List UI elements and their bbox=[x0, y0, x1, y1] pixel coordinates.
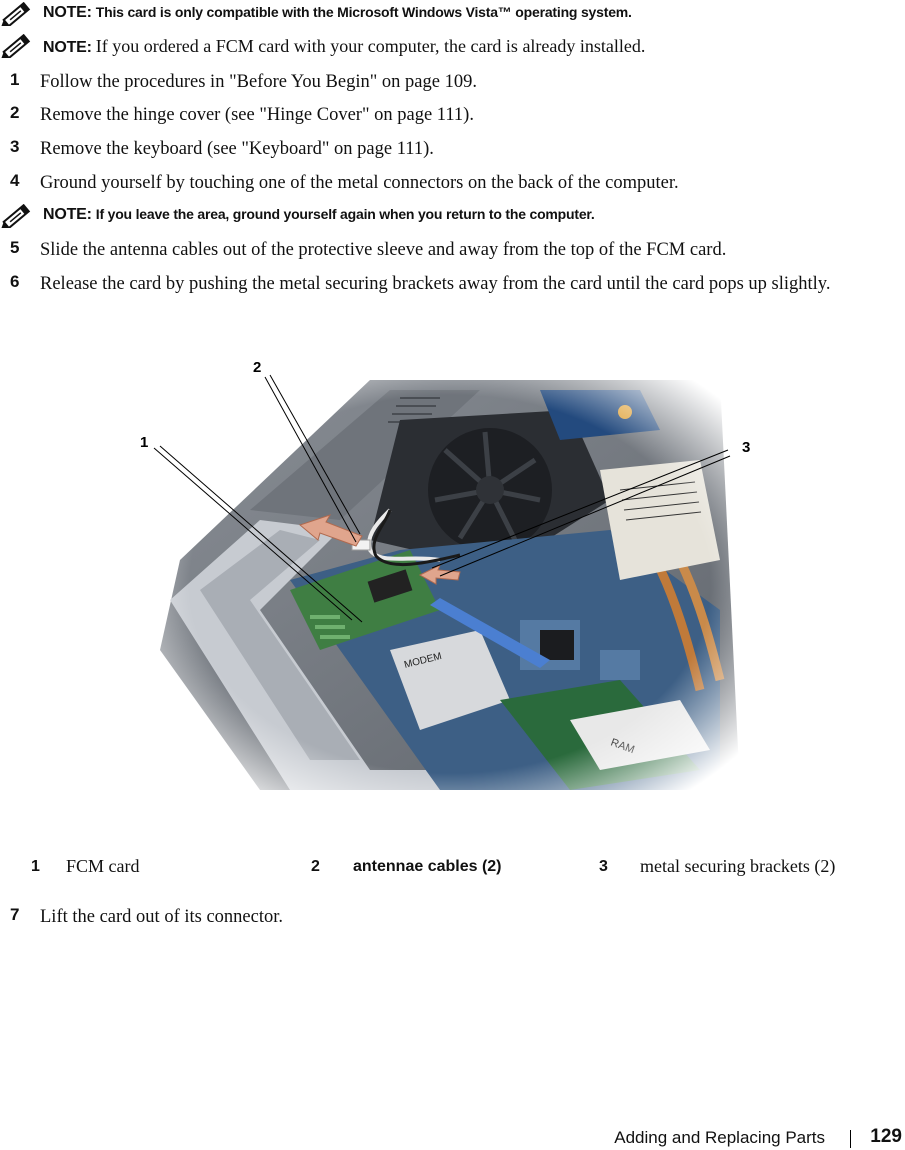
step-text: Remove the hinge cover (see "Hinge Cover" on page 111). bbox=[40, 105, 474, 125]
note-text: If you leave the area, ground yourself again when you return to the computer. bbox=[95, 206, 595, 222]
step-number: 6 bbox=[10, 272, 20, 291]
note-preinstalled bbox=[0, 36, 645, 58]
legend-number: 1 bbox=[31, 858, 40, 875]
legend-number: 3 bbox=[599, 858, 608, 875]
step-number: 7 bbox=[10, 905, 20, 924]
note-label: NOTE: bbox=[43, 4, 92, 21]
pencil-note-icon bbox=[0, 2, 34, 26]
note-ground bbox=[0, 206, 595, 228]
step-text: Follow the procedures in "Before You Begin" on page 109. bbox=[40, 72, 477, 92]
legend-number: 2 bbox=[311, 858, 320, 875]
step-text: Remove the keyboard (see "Keyboard" on page 111). bbox=[40, 139, 434, 159]
footer-section-title: Adding and Replacing Parts bbox=[614, 1128, 825, 1147]
pencil-note-icon bbox=[0, 34, 34, 58]
step-text: Slide the antenna cables out of the protective sleeve and away from the top of the FCM card. bbox=[40, 240, 727, 260]
note-text: If you ordered a FCM card with your computer, the card is already installed. bbox=[95, 36, 646, 56]
note-vista bbox=[0, 4, 632, 26]
step-number: 3 bbox=[10, 137, 20, 156]
legend-text: FCM card bbox=[66, 856, 140, 876]
step-text: Ground yourself by touching one of the metal connectors on the back of the computer. bbox=[40, 173, 679, 193]
step-number: 2 bbox=[10, 103, 20, 122]
laptop-internals-illustration bbox=[140, 350, 760, 800]
step-text: Release the card by pushing the metal securing brackets away from the card until the card pops up slightly. bbox=[40, 274, 831, 294]
step-number: 5 bbox=[10, 238, 20, 257]
figure-legend bbox=[0, 856, 905, 880]
note-label: NOTE: bbox=[43, 39, 92, 56]
page-number: 129 bbox=[870, 1126, 902, 1147]
step-text: Lift the card out of its connector. bbox=[40, 907, 283, 927]
step-number: 1 bbox=[10, 70, 20, 89]
fcm-card-figure bbox=[140, 350, 760, 800]
callout-3: 3 bbox=[742, 439, 751, 456]
legend-text: antennae cables (2) bbox=[353, 858, 502, 875]
step-number: 4 bbox=[10, 171, 20, 190]
page-footer bbox=[505, 1126, 905, 1150]
note-text: This card is only compatible with the Microsoft Windows Vista™ operating system. bbox=[95, 4, 632, 20]
callout-1: 1 bbox=[140, 434, 149, 451]
note-label: NOTE: bbox=[43, 206, 92, 223]
footer-divider bbox=[850, 1130, 851, 1148]
pencil-note-icon bbox=[0, 204, 34, 228]
callout-2: 2 bbox=[253, 359, 262, 376]
legend-text: metal securing brackets (2) bbox=[640, 856, 836, 876]
